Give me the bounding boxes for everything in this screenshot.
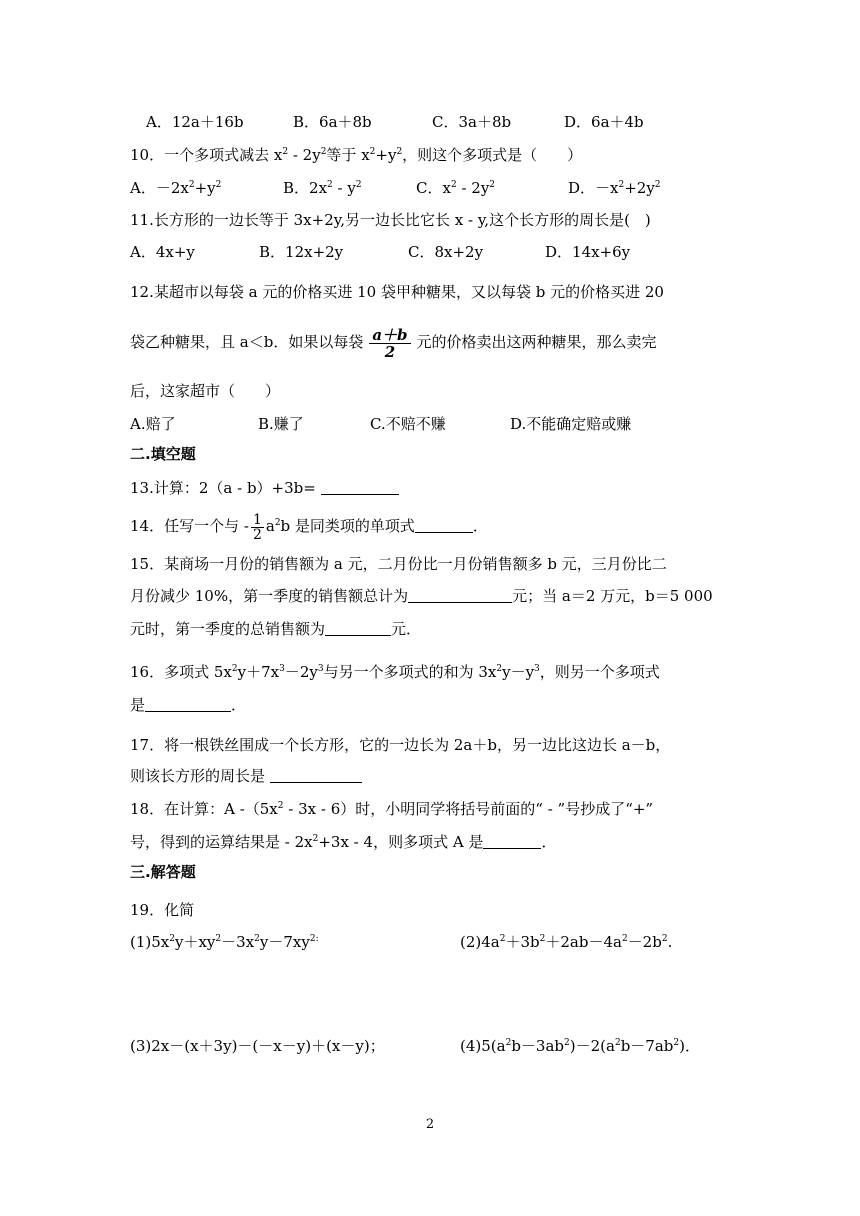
q10-option-d: D．$-x^2+2y^2$ xyxy=(568,179,661,197)
q11-stem: 11.长方形的一边长等于 3x+2y,另一边长比它长 x - y,这个长方形的周长是( ) xyxy=(130,211,651,229)
q11-option-d: D．14x+6y xyxy=(545,243,631,261)
q19-title: 19．化简 xyxy=(130,901,195,919)
q12-option-b: B.赚了 xyxy=(258,415,304,433)
q12-line3: 后，这家超市（ ） xyxy=(130,382,281,400)
q10-option-a: A．$-2x^2+y^2$ xyxy=(130,179,222,197)
q10-stem: 10．一个多项式减去 $x^2 - 2y^2$等于 $x^2+y^2$，则这个多项式是（ ） xyxy=(130,146,583,164)
q18-answer-blank[interactable] xyxy=(483,834,541,849)
q10-option-c: C．$x^2 - 2y^2$ xyxy=(416,179,496,197)
q17-line2: 则该长方形的周长是 xyxy=(130,766,362,786)
q11-option-c: C．8x+2y xyxy=(408,243,484,261)
page-number: 2 xyxy=(425,1117,435,1132)
q13-answer-blank[interactable] xyxy=(321,480,399,495)
q12-line2: 袋乙种糖果，且 a＜b．如果以每袋 $\frac{a+b}{2}$ 元的价格卖出这两种糖果，那么卖完 xyxy=(130,325,657,361)
q14-fraction: $\frac{1}{2}$ xyxy=(252,511,262,543)
q15-answer-blank-2[interactable] xyxy=(325,621,391,636)
q15-line1: 15．某商场一月份的销售额为 a 元，二月份比一月份销售额多 b 元，三月份比二 xyxy=(130,555,667,573)
section-title-solve: 三.解答题 xyxy=(130,863,196,881)
q16-answer-blank[interactable] xyxy=(145,697,231,712)
q9-option-a: A．12a＋16b xyxy=(146,113,244,131)
q14: 14．任写一个与 - $\frac{1}{2}$ $a^2b$ 是同类项的单项式 ． xyxy=(130,511,488,543)
q15-line3: 元时，第一季度的总销售额为 元． xyxy=(130,620,422,638)
q15-answer-blank-1[interactable] xyxy=(408,588,512,603)
q10-option-b: B．$2x^2 - y^2$ xyxy=(283,179,362,197)
q9-option-b: B．6a＋8b xyxy=(293,113,372,131)
q12-option-a: A.赔了 xyxy=(130,415,176,433)
q17-line1: 17．将一根铁丝围成一个长方形，它的一边长为 2a＋b，另一边比这边长 a－b， xyxy=(130,736,671,754)
q18-line2: 号，得到的运算结果是 - $2x^2+3x - 4$，则多项式 A 是 ． xyxy=(130,833,557,851)
q13: 13.计算：2（a - b）+3b= xyxy=(130,478,399,498)
q17-answer-blank[interactable] xyxy=(270,768,362,783)
q11-option-a: A．4x+y xyxy=(130,243,195,261)
q16-line1: 16．多项式 $5x^2y+7x^3-2y^3$与另一个多项式的和为 $3x^2y-y^3$，则另一个多项式 xyxy=(130,663,660,681)
q12-line1: 12.某超市以每袋 a 元的价格买进 10 袋甲种糖果，又以每袋 b 元的价格买进 20 xyxy=(130,283,664,301)
q12-fraction: $\frac{a+b}{2}$ xyxy=(369,327,410,360)
q14-answer-blank[interactable] xyxy=(415,518,473,533)
q9-option-d: D．6a＋4b xyxy=(564,113,644,131)
q19-part4: $(4)5(a^2b-3ab^2)-2(a^2b-7ab^2)$． xyxy=(460,1037,700,1055)
q12-option-d: D.不能确定赔或赚 xyxy=(510,415,632,433)
q16-line2: 是 ． xyxy=(130,696,247,714)
q15-line2: 月份减少 10%，第一季度的销售额总计为 元；当 a＝2 万元，b＝5 000 xyxy=(130,587,713,605)
q18-line1: 18．在计算：A $-(5x^2 - 3x - 6)$时，小明同学将括号前面的“ - ”号抄成了“+” xyxy=(130,800,654,818)
q19-part2: $(2)4a^2+3b^2+2ab-4a^2-2b^2$. xyxy=(460,933,673,951)
section-title-fill-in: 二.填空题 xyxy=(130,445,196,463)
q19-part1: $(1)5x^2y+xy^2-3x^2y-7xy^{2:}$ xyxy=(130,933,319,951)
q12-option-c: C.不赔不赚 xyxy=(370,415,446,433)
q11-option-b: B．12x+2y xyxy=(259,243,344,261)
q19-part3: (3)2x－(x＋3y)－(－x－y)＋(x－y)； xyxy=(130,1037,385,1055)
q9-option-c: C．3a＋8b xyxy=(432,113,512,131)
